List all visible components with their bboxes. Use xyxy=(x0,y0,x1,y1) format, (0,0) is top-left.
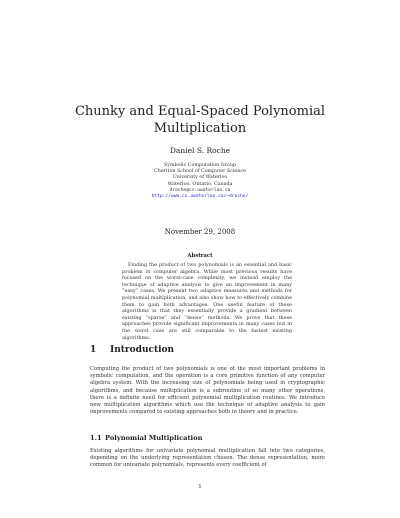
section-heading-introduction xyxy=(90,345,174,355)
paper-date: November 29, 2008 xyxy=(164,228,236,236)
title-line-2: Multiplication xyxy=(153,121,247,136)
subsection-paragraph: Existing algorithms for univariate polynomial multiplication fall into two categories, depending on the underlying representation chosen. The dense representation, more common for univariate polynomials, represents every coefficient of xyxy=(90,448,325,469)
affiliation-line: University of Waterloo xyxy=(172,175,228,181)
section-title: Introduction xyxy=(110,345,175,355)
author-homepage-link[interactable]: http://www.cs.uwaterloo.ca/~droche/ xyxy=(151,194,249,200)
affiliation-line: Symbolic Computation Group xyxy=(164,163,236,168)
introduction-paragraph: Computing the product of two polynomials is one of the most important problems in symbolic computation, and the operation is a core primitive function of any computer algebra system. With the increasing size of polynomials being used in cryptographic algorithms, and because multiplication is a subroutine of so many other operations, there is a definite need for efficient polynomial multiplication routines. We introduce new multiplication algorithms which use the technique of adaptive analysis to gain improvements compared to existing approaches both in theory and in practice. xyxy=(90,366,325,416)
page-number: 1 xyxy=(198,484,202,490)
affiliation-line: Cheriton School of Computer Science xyxy=(154,169,246,175)
abstract-heading: Abstract xyxy=(187,253,213,259)
affiliation-line: Waterloo, Ontario, Canada xyxy=(167,181,233,187)
author-name: Daniel S. Roche xyxy=(169,146,231,155)
affiliation-block xyxy=(0,163,400,200)
author-email: droche@cs.uwaterloo.ca xyxy=(169,187,231,193)
paper-title xyxy=(0,103,400,137)
section-number: 1 xyxy=(90,345,97,355)
title-line-1: Chunky and Equal-Spaced Polynomial xyxy=(74,104,326,119)
abstract-text: Finding the product of two polynomials is an essential and basic problem in computer algebra. While most previous results have focused on the worst-case complexity, we instead employ the technique of adaptive analysis to give an improvement in many “easy” cases. We present two adaptive measures and methods for polynomial multiplication, and also show how to effectively combine them to gain both advantages. One useful feature of these algorithms is that they essentially provide a gradient between existing “sparse” and “dense” methods. We prove that these approaches provide significant improvements in many cases but in the worst case are still comparable to the fastest existing algorithms. xyxy=(122,262,292,341)
subsection-title: Polynomial Multiplication xyxy=(105,434,203,442)
subsection-heading-polynomial-multiplication xyxy=(90,434,202,442)
subsection-number: 1.1 xyxy=(90,434,102,442)
